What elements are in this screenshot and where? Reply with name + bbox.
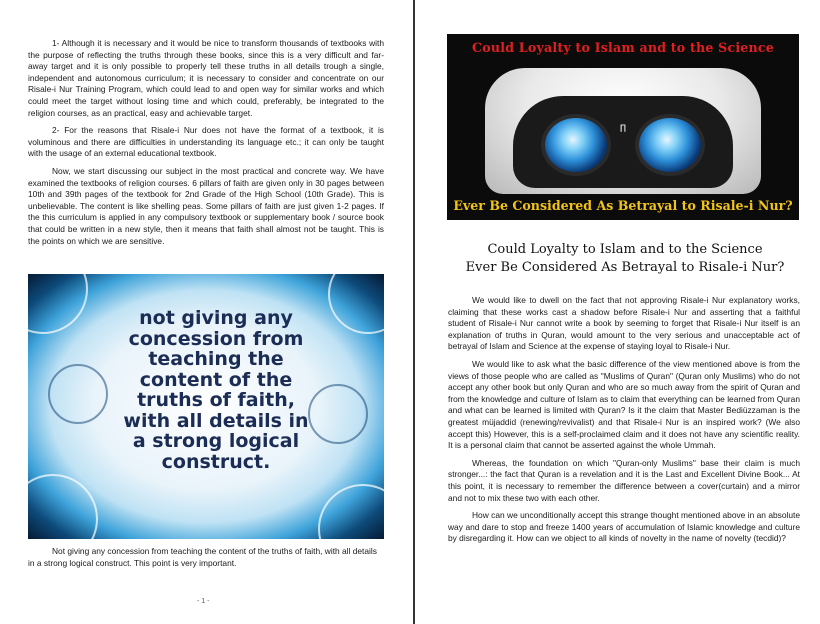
vr-lens-right	[635, 114, 705, 176]
vr-lens-left	[541, 114, 611, 176]
left-paragraph-1: 1- Although it is necessary and it would be nice to transform thousands of textbooks with the purpose of reflecting the truths through these books, since this is a very difficult and far-away target and it is only possible to properly tell these truths in all details trough a single, independent and autonomous curriculum; it is necessary to consider and concentrate on our Risale-i Nur Training Program, which could lead to and open way for similar works and which could meet the target without losing time and which could, preferably, be integrated to the religion courses, as an practical, easy and achievable target.	[28, 38, 384, 118]
article-title-line-2: Ever Be Considered As Betrayal to Risale-i Nur?	[465, 260, 785, 275]
poster-caption: Not giving any concession from teaching the content of the truths of faith, with all details in a strong logical construct. This point is very important.	[28, 546, 377, 568]
right-paragraph-3: Whereas, the foundation on which "Quran-only Muslims" base their claim is much stronger...: the fact that Quran is a revelation and it is the Last and Excellent Divine Book... At this point, it is necessary to remember the difference between a cover(curtain) and a mirror and not to mix these two with each other.	[448, 457, 800, 503]
page-number: - 1 -	[197, 598, 210, 605]
right-body-text	[448, 295, 800, 551]
article-title	[440, 241, 810, 277]
left-paragraph-3: Now, we start discussing our subject in the most practical and concrete way. We have examined the textbooks of religion courses. 6 pillars of faith are given only in 30 pages between 10th and 39th pages of the textbook for 2nd Grade of the High School (10th Grade). This is unbelievable. The content is like shelling peas. Some pillars of faith are just given 1-2 pages. If the this curriculum is applied in any compulsory textbook or supplementary book / source book that could be written in a new style, then it means that faith shall almost not be taught. This is the points on which we are sensitive.	[28, 165, 384, 246]
left-paragraph-2: 2- For the reasons that Risale-i Nur does not have the format of a textbook, it is voluminous and there are difficulties in understanding its language etc.; it can only be taught with the usage of an external educational textbook.	[28, 125, 384, 159]
page-divider	[413, 0, 415, 624]
poster-text: not giving any concession from teaching the content of the truths of faith, with all details in a strong logical construct.	[123, 307, 309, 473]
banner-top-text: Could Loyalty to Islam and to the Science	[472, 40, 774, 55]
right-paragraph-4: How can we unconditionally accept this strange thought mentioned above in an absolute way and dare to stop and freeze 1400 years of accumulation of Islamic knowledge and culture by disregarding it. How can we object to all kinds of novelty in the name of novelty (tecdid)?	[448, 510, 800, 544]
vr-banner-image	[447, 34, 799, 220]
faith-poster-image	[28, 274, 384, 539]
vr-logo-icon: ∏	[619, 123, 627, 132]
article-title-line-1: Could Loyalty to Islam and to the Science	[487, 242, 763, 257]
right-paragraph-2: We would like to ask what the basic difference of the view mentioned above is from the views of those people who are called as "Muslims of Quran" (Quran only Muslims) who do not accept any other book but only Quran and who are so much away from the spirit of Quran and from the knowledge and culture of Islam as to claim that everything can be learned from Quran and what can be learned is limited with Quran? Is it the claim that Master Bediüzzaman is the greatest müjaddid (renewing/revivalist) and that Risale-i Nur is an inspired work? (We also accept this) However, this is a self-proclaimed claim and it does not have any scientific reality. It is a personal claim that cannot be asserted against the whole Ummah.	[448, 358, 800, 451]
right-paragraph-1: We would like to dwell on the fact that not approving Risale-i Nur explanatory works, claiming that these works cast a shadow before Risale-i Nur and asserting that a faithful student of Risale-i Nur cannot write a book by seeming to forget that Risale-i Nur itself is an explanation of truths in Quran, would amount to the very serious and unacceptable act of betrayal of Islam and Science at the expense of staying loyal to Risale-i Nur.	[448, 295, 800, 352]
left-body-text	[28, 38, 384, 253]
banner-bottom-text: Ever Be Considered As Betrayal to Risale-i Nur?	[453, 198, 793, 213]
